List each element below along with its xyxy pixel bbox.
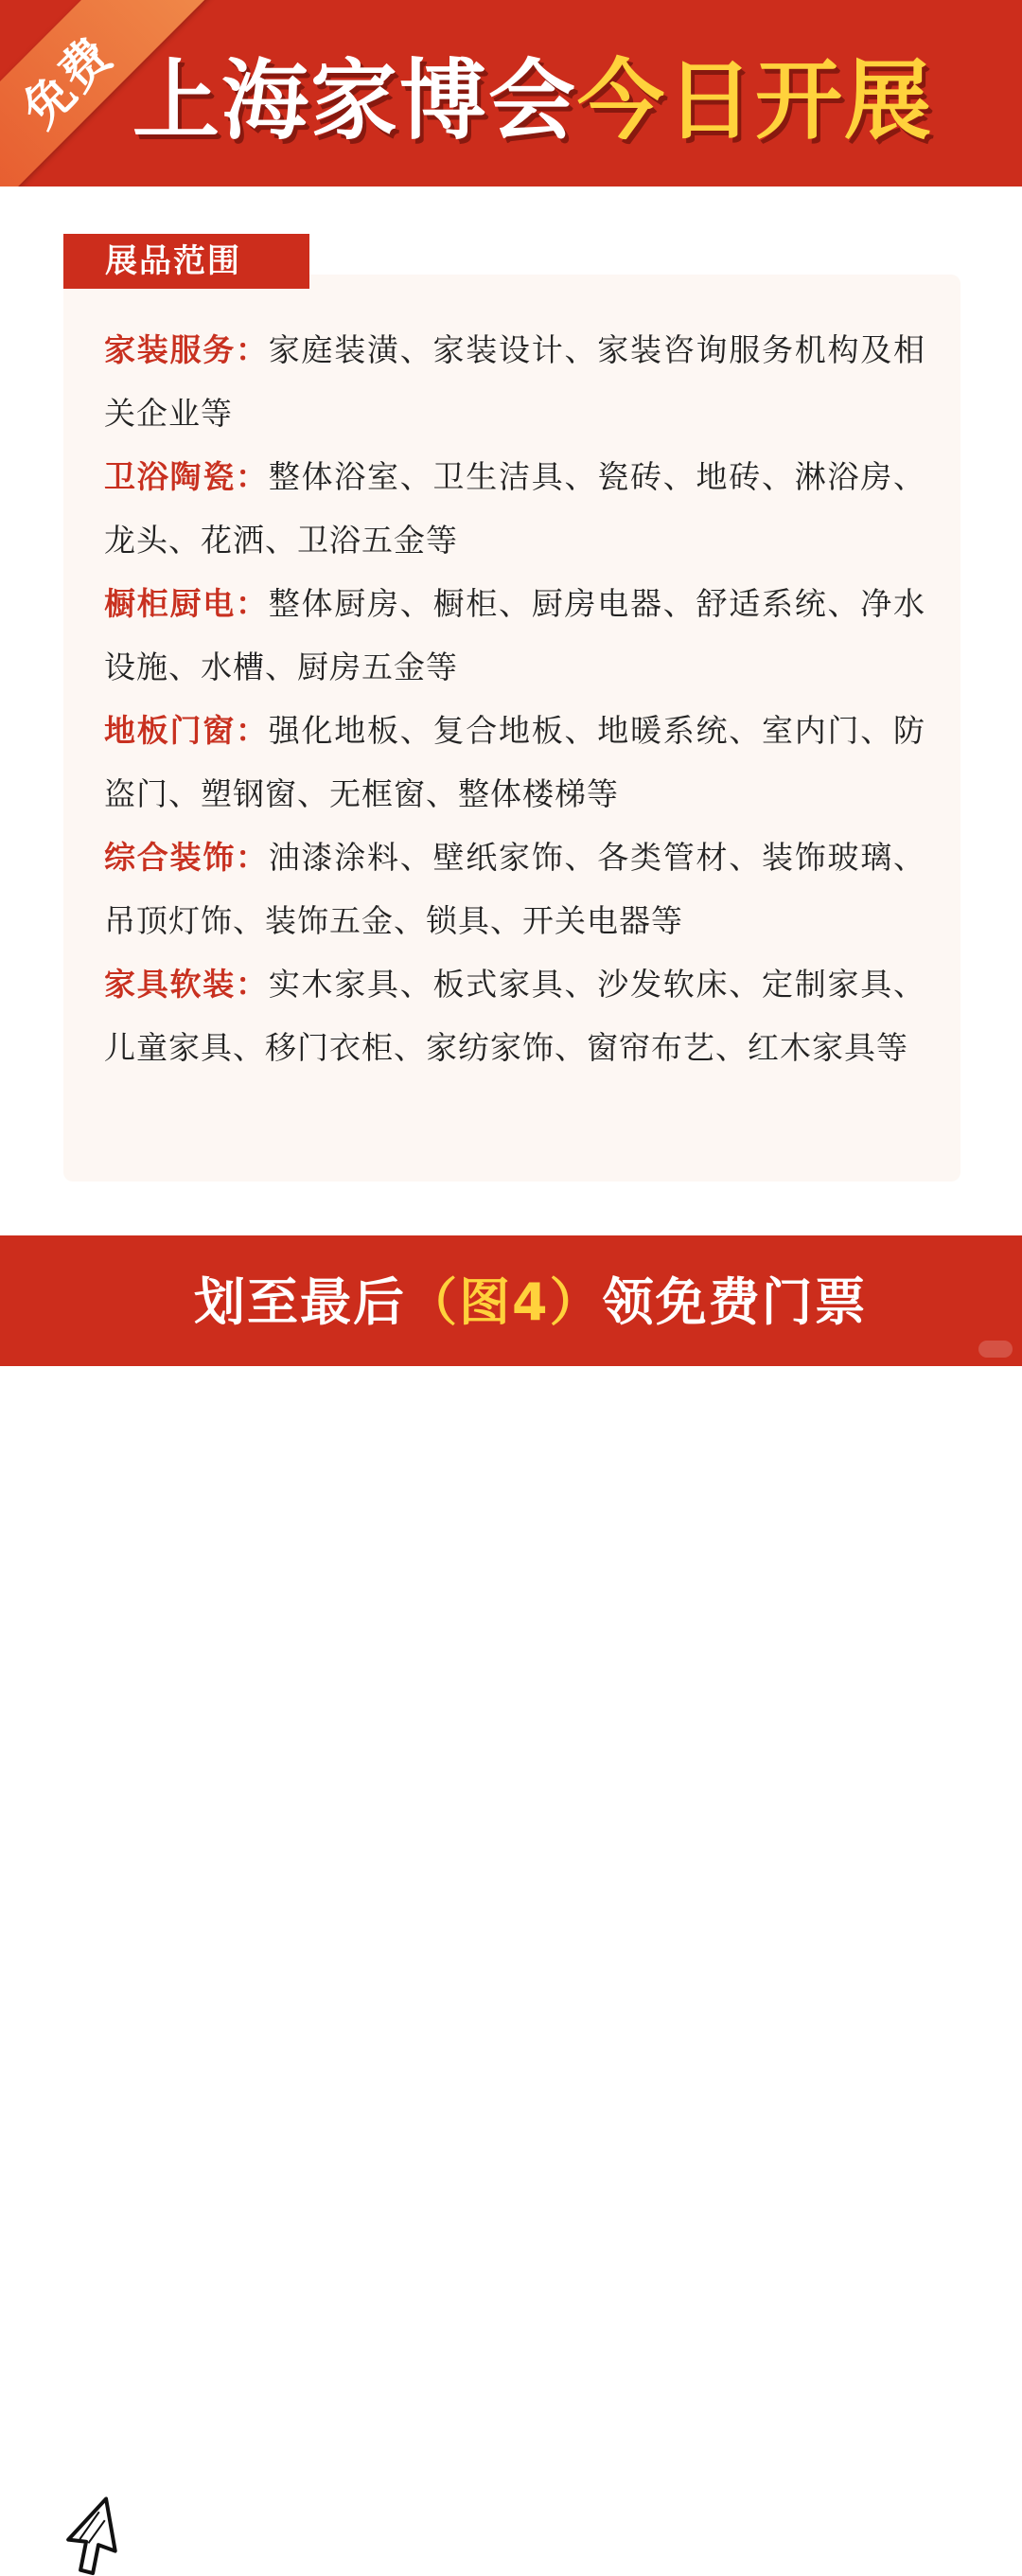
list-item [104, 445, 925, 572]
title-highlight: 今日开展 [577, 50, 934, 151]
cta-text[interactable] [194, 1269, 868, 1337]
footer-banner[interactable] [0, 1235, 1022, 1366]
item-text: 强化地板、复合地板、地暖系统、室内门、防盗门、塑钢窗、无框窗、整体楼梯等 [104, 712, 925, 812]
section-label: 展品范围 [63, 234, 309, 289]
free-badge-label: 免费 [11, 26, 125, 139]
item-text: 油漆涂料、壁纸家饰、各类管材、装饰玻璃、吊顶灯饰、装饰五金、锁具、开关电器等 [104, 839, 925, 939]
list-item [104, 572, 925, 699]
item-text: 家庭装潢、家装设计、家装咨询服务机构及相关企业等 [104, 331, 925, 432]
cursor-arrow-icon [59, 2496, 129, 2576]
list-item [104, 318, 925, 445]
item-category: 地板门窗： [104, 712, 269, 749]
title-main: 上海家博会 [132, 50, 578, 151]
item-category: 家具软装： [104, 966, 269, 1003]
header-banner [0, 0, 1022, 187]
exhibit-list [104, 318, 925, 1079]
item-text: 实木家具、板式家具、沙发软床、定制家具、儿童家具、移门衣柜、家纺家饰、窗帘布艺、红木家具等 [104, 966, 925, 1066]
item-category: 卫浴陶瓷： [104, 458, 269, 495]
item-text: 整体厨房、橱柜、厨房电器、舒适系统、净水设施、水槽、厨房五金等 [104, 585, 925, 685]
item-category: 家装服务： [104, 331, 269, 368]
list-item [104, 826, 925, 952]
item-category: 综合装饰： [104, 839, 269, 876]
list-item [104, 952, 925, 1079]
item-category: 橱柜厨电： [104, 585, 269, 622]
cta-before: 划至最后 [194, 1272, 406, 1332]
cta-highlight: （图4） [406, 1272, 603, 1332]
list-item [104, 699, 925, 826]
watermark-badge [978, 1341, 1013, 1358]
item-text: 整体浴室、卫生洁具、瓷砖、地砖、淋浴房、龙头、花洒、卫浴五金等 [104, 458, 925, 559]
cta-after: 领免费门票 [602, 1272, 868, 1332]
page-title [132, 49, 984, 153]
